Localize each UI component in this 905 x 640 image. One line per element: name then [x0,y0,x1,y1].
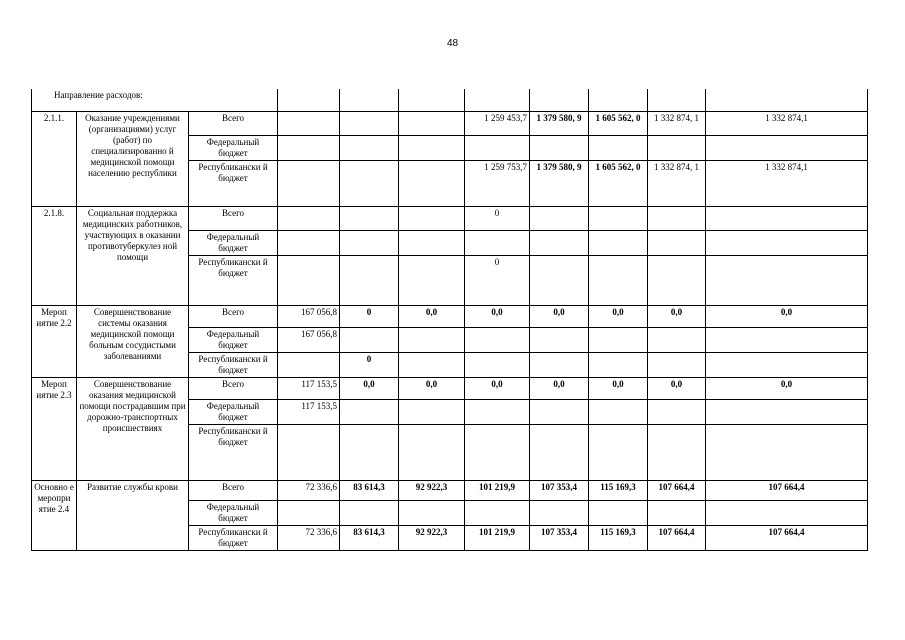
value-cell: 107 664,4 [706,526,868,551]
source-federal: Федеральный бюджет [189,328,278,353]
source-federal: Федеральный бюджет [189,501,278,526]
row-name: Совершенствование оказания медицинской помощи пострадавшим при дорожно-транспортных происшествиях [77,378,189,481]
value-cell: 107 664,4 [648,526,706,551]
value-cell [278,161,340,207]
row-number: Мероп иятие 2.3 [32,378,77,481]
value-cell: 0,0 [465,378,530,400]
table-row [32,378,868,400]
table-cell [706,89,868,112]
value-cell: 115 169,3 [589,481,648,501]
value-cell: 0,0 [706,306,868,328]
table-row [32,306,868,328]
table-cell [530,89,589,112]
source-total: Всего [189,481,278,501]
table-cell [340,89,399,112]
source-republic: Республикански й бюджет [189,425,278,481]
value-cell: 1 379 580, 9 [530,112,589,136]
value-cell: 0 [465,207,530,231]
value-cell: 0,0 [465,306,530,328]
value-cell: 0 [340,353,399,378]
value-cell: 1 259 753,7 [465,161,530,207]
table-cell [399,89,465,112]
source-total: Всего [189,207,278,231]
value-cell: 0,0 [530,378,589,400]
row-name: Развитие службы крови [77,481,189,551]
table-row [32,207,868,231]
row-number: 2.1.8. [32,207,77,306]
value-cell: 0,0 [340,378,399,400]
value-cell: 101 219,9 [465,526,530,551]
table-row [32,112,868,136]
row-name: Оказание учреждениями (организациями) услуг (работ) по специализированно й медицинской помощи населению республики [77,112,189,207]
source-federal: Федеральный бюджет [189,136,278,161]
row-name: Совершенствование системы оказания медицинской помощи больным сосудистыми заболеваниями [77,306,189,378]
value-cell: 1 259 453,7 [465,112,530,136]
table-cell [648,89,706,112]
value-cell: 0,0 [648,306,706,328]
value-cell: 1 379 580, 9 [530,161,589,207]
budget-table [31,89,868,551]
value-cell: 72 336,6 [278,481,340,501]
row-number: Основно е меропри ятие 2.4 [32,481,77,551]
value-cell: 92 922,3 [399,526,465,551]
value-cell: 1 332 874,1 [706,161,868,207]
source-republic: Республикански й бюджет [189,526,278,551]
value-cell: 101 219,9 [465,481,530,501]
value-cell [399,112,465,136]
value-cell: 107 353,4 [530,481,589,501]
row-number: 2.1.1. [32,112,77,207]
source-republic: Республикански й бюджет [189,353,278,378]
value-cell: 0,0 [589,306,648,328]
value-cell [340,161,399,207]
source-federal: Федеральный бюджет [189,400,278,425]
row-number: Мероп иятие 2.2 [32,306,77,378]
value-cell: 72 336,6 [278,526,340,551]
table-header-row [32,89,868,112]
page-number: 48 [446,38,459,49]
value-cell: 115 169,3 [589,526,648,551]
source-total: Всего [189,378,278,400]
value-cell: 107 664,4 [648,481,706,501]
table-row [32,481,868,501]
value-cell: 1 332 874,1 [706,112,868,136]
value-cell: 0,0 [399,306,465,328]
value-cell: 0,0 [530,306,589,328]
header-label: Направление расходов: [32,89,278,112]
value-cell [278,112,340,136]
source-republic: Республикански й бюджет [189,256,278,306]
value-cell: 0,0 [706,378,868,400]
value-cell [340,112,399,136]
value-cell: 0,0 [589,378,648,400]
value-cell [399,161,465,207]
source-republic: Республикански й бюджет [189,161,278,207]
value-cell: 117 153,5 [278,400,340,425]
value-cell: 0,0 [648,378,706,400]
value-cell: 92 922,3 [399,481,465,501]
row-name: Социальная поддержка медицинских работников, участвующих в оказании противотуберкулез ной помощи [77,207,189,306]
value-cell: 167 056,8 [278,306,340,328]
value-cell: 1 605 562, 0 [589,112,648,136]
source-total: Всего [189,306,278,328]
source-total: Всего [189,112,278,136]
table-cell [278,89,340,112]
value-cell: 1 332 874, 1 [648,112,706,136]
value-cell: 83 614,3 [340,481,399,501]
value-cell: 107 664,4 [706,481,868,501]
value-cell: 1 332 874, 1 [648,161,706,207]
value-cell: 117 153,5 [278,378,340,400]
value-cell: 107 353,4 [530,526,589,551]
table-cell [465,89,530,112]
value-cell: 0,0 [399,378,465,400]
value-cell: 1 605 562, 0 [589,161,648,207]
source-federal: Федеральный бюджет [189,231,278,256]
value-cell: 0 [340,306,399,328]
value-cell: 83 614,3 [340,526,399,551]
table-cell [589,89,648,112]
value-cell: 167 056,8 [278,328,340,353]
value-cell: 0 [465,256,530,306]
